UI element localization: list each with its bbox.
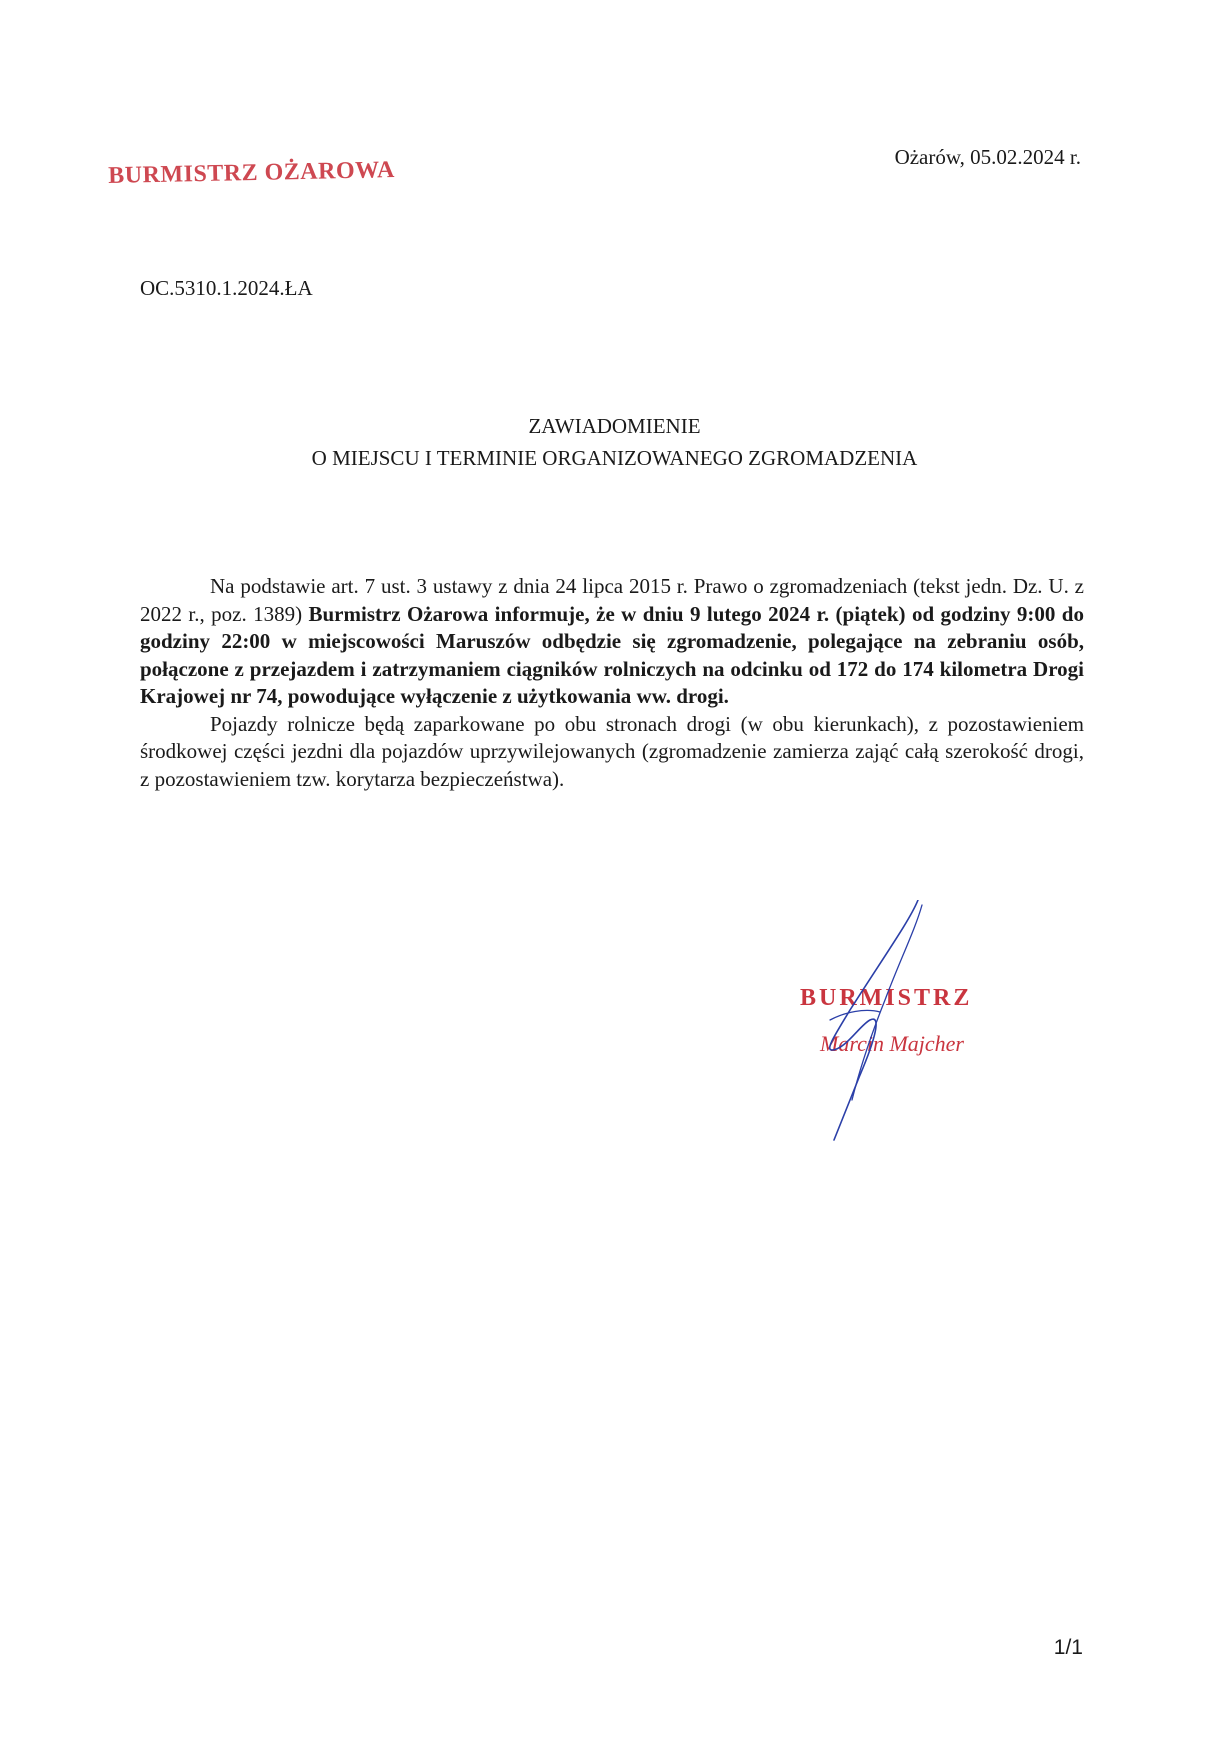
reference-number: OC.5310.1.2024.ŁA (140, 276, 313, 300)
office-stamp: BURMISTRZ OŻAROWA (108, 156, 396, 189)
handwritten-signature (790, 900, 1040, 1150)
title-line-1: ZAWIADOMIENIE (528, 414, 701, 438)
document-body (140, 573, 1084, 793)
title-line-2: O MIEJSCU I TERMINIE ORGANIZOWANEGO ZGROMADZENIA (311, 446, 918, 470)
paragraph-1-normal: Na podstawie art. 7 ust. 3 ustawy z dnia 24 lipca 2015 r. Prawo o zgromadzeniach (tekst jedn. Dz. U. z 2022 r., poz. 1389) (140, 574, 1084, 626)
page-number: 1/1 (1053, 1636, 1083, 1659)
paragraph-2: Pojazdy rolnicze będą zaparkowane po obu stronach drogi (w obu kierunkach), z pozostawieniem środkowej części jezdni dla pojazdów uprzywilejowanych (zgromadzenie zamierza zająć całą szerokość drogi, z pozostawieniem tzw. korytarza bezpieczeństwa). (140, 711, 1084, 791)
document-title (0, 410, 1229, 474)
paragraph-1-bold: Burmistrz Ożarowa informuje, że w dniu 9 lutego 2024 r. (piątek) od godziny 9:00 do godziny 22:00 w miejscowości Maruszów odbędzie się zgromadzenie, polegające na zebraniu osób, połączone z przejazdem i zatrzymaniem ciągników rolniczych na odcinku od 172 do 174 kilometra Drogi Krajowej nr 74, powodujące wyłączenie z użytkowania ww. drogi. (140, 601, 1084, 708)
paragraph-1 (140, 573, 1084, 711)
signature-stamp-name: Marcin Majcher (820, 1031, 964, 1056)
signature-stamp-title: BURMISTRZ (800, 985, 973, 1011)
document-date: Ożarów, 05.02.2024 r. (894, 145, 1081, 169)
